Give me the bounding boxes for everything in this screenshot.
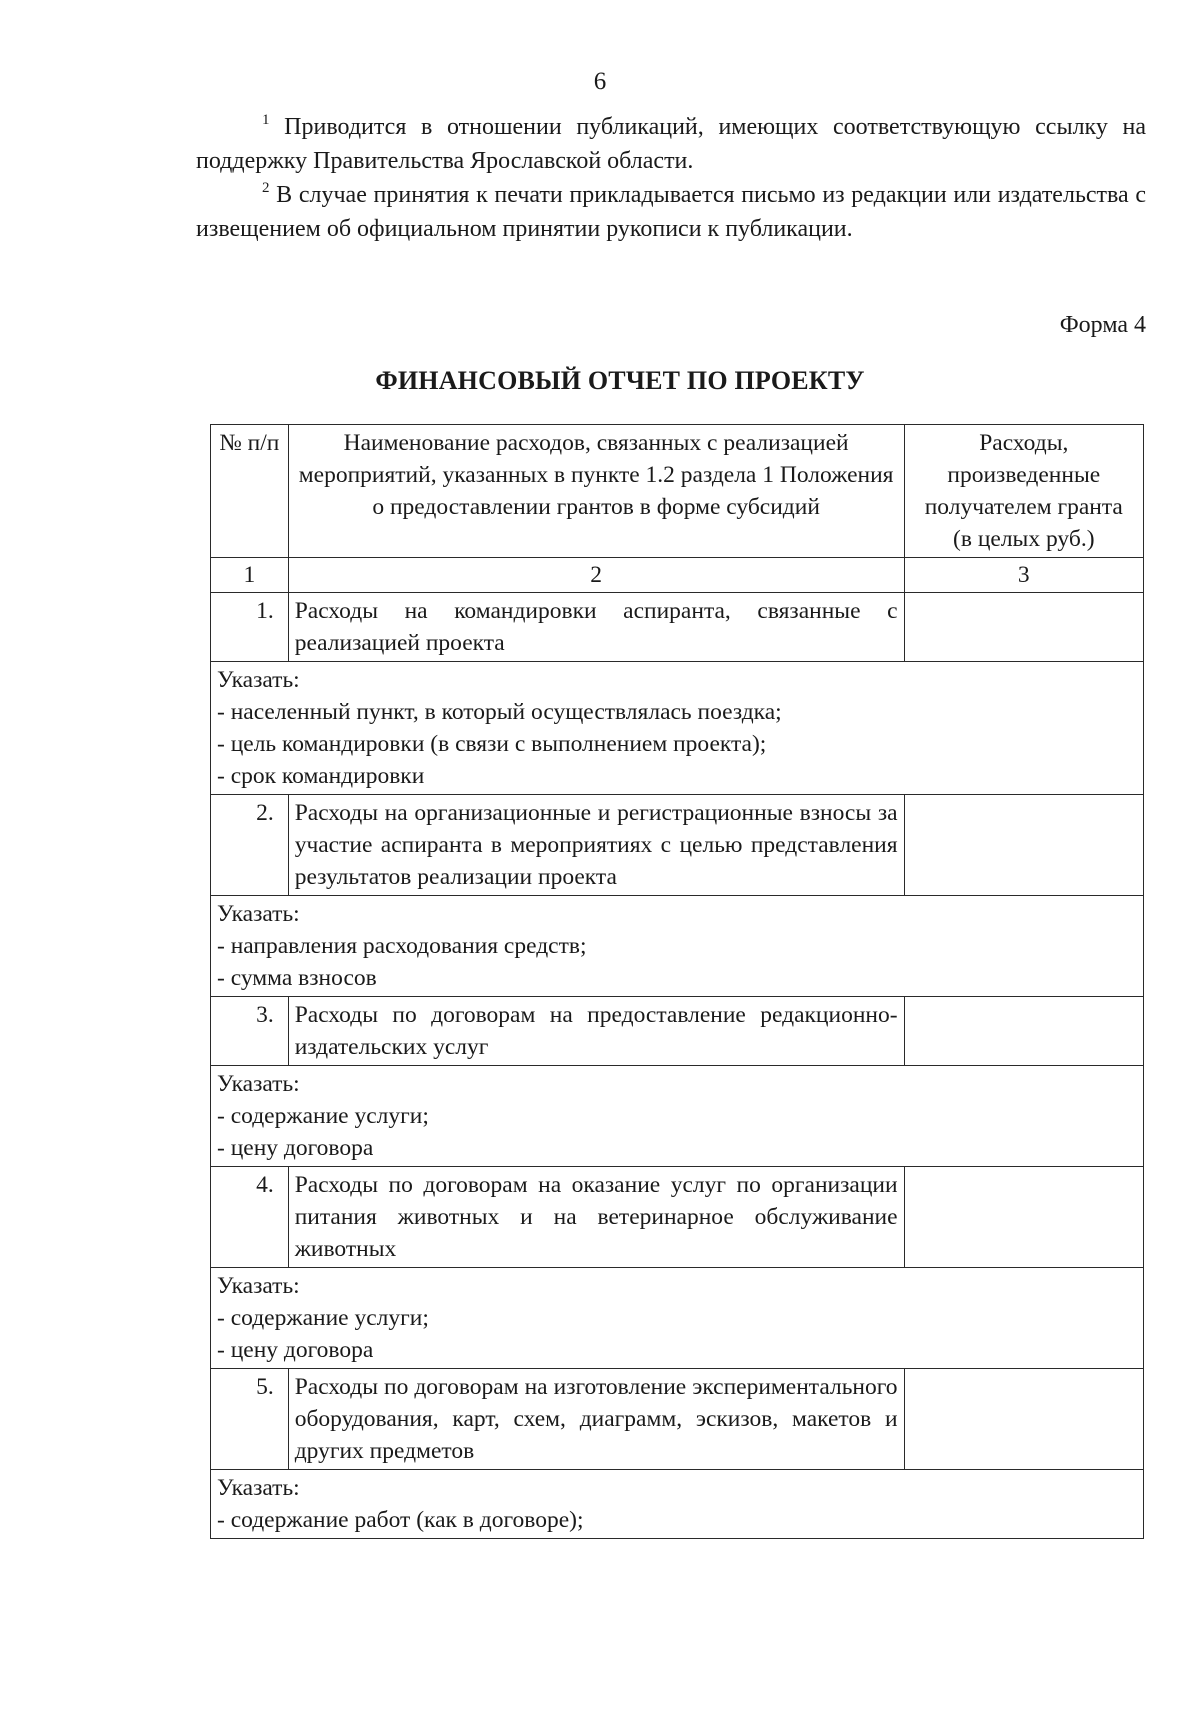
- header-amount-label: Расходы, произведенные получателем гранта: [924, 430, 1123, 520]
- note-cell: [211, 662, 1144, 795]
- note-cell: [211, 1470, 1144, 1539]
- note-line: - цель командировки (в связи с выполнением проекта);: [217, 731, 767, 757]
- expense-name: Расходы по договорам на оказание услуг по организации питания животных и на ветеринарное обслуживание животных: [288, 1167, 904, 1268]
- expense-name: Расходы по договорам на предоставление редакционно-издательских услуг: [288, 997, 904, 1066]
- expense-name: Расходы на организационные и регистрационные взносы за участие аспиранта в мероприятиях с целью представления результатов реализации проекта: [288, 795, 904, 896]
- note-line: - содержание услуги;: [217, 1305, 429, 1331]
- column-number: 3: [904, 558, 1143, 593]
- note-title: Указать:: [217, 667, 300, 693]
- expense-name: Расходы на командировки аспиранта, связанные с реализацией проекта: [288, 593, 904, 662]
- note-line: - цену договора: [217, 1337, 374, 1363]
- note-line: - срок командировки: [217, 763, 425, 789]
- form-label: Форма 4: [1059, 312, 1146, 338]
- row-number: 3.: [211, 997, 289, 1066]
- footnote-text: В случае принятия к печати прикладывается письмо из редакции или издательства с извещением об официальном принятии рукописи к публикации.: [196, 182, 1147, 242]
- expense-name: Расходы по договорам на изготовление экспериментального оборудования, карт, схем, диаграмм, эскизов, макетов и других предметов: [288, 1369, 904, 1470]
- table-row: [211, 593, 1144, 662]
- note-title: Указать:: [217, 1475, 300, 1501]
- note-cell: [211, 896, 1144, 997]
- note-row: [211, 1268, 1144, 1369]
- note-line: - содержание работ (как в договоре);: [217, 1507, 584, 1533]
- note-title: Указать:: [217, 1071, 300, 1097]
- note-title: Указать:: [217, 901, 300, 927]
- note-line: - цену договора: [217, 1135, 374, 1161]
- note-row: [211, 1470, 1144, 1539]
- note-cell: [211, 1268, 1144, 1369]
- expense-amount: [904, 997, 1143, 1066]
- note-title: Указать:: [217, 1273, 300, 1299]
- expense-amount: [904, 1369, 1143, 1470]
- note-line: - направления расходования средств;: [217, 933, 587, 959]
- note-row: [211, 896, 1144, 997]
- footnote-mark: 1: [262, 112, 270, 128]
- table-row: [211, 997, 1144, 1066]
- table-row: [211, 795, 1144, 896]
- table-row: [211, 1167, 1144, 1268]
- page-number: 6: [593, 68, 607, 95]
- footnote-1: [196, 110, 1146, 178]
- footnote-2: [196, 178, 1146, 246]
- note-cell: [211, 1066, 1144, 1167]
- expense-amount: [904, 593, 1143, 662]
- note-line: - сумма взносов: [217, 965, 377, 991]
- expense-amount: [904, 795, 1143, 896]
- header-name: Наименование расходов, связанных с реализацией мероприятий, указанных в пункте 1.2 раздела 1 Положения о предоставлении грантов в форме субсидий: [288, 425, 904, 558]
- row-number: 2.: [211, 795, 289, 896]
- header-amount-unit: (в целых руб.): [953, 526, 1095, 552]
- row-number: 1.: [211, 593, 289, 662]
- expense-amount: [904, 1167, 1143, 1268]
- financial-report-table: [210, 424, 1144, 1539]
- column-number: 2: [288, 558, 904, 593]
- footnote-mark: 2: [262, 180, 270, 196]
- document-title: ФИНАНСОВЫЙ ОТЧЕТ ПО ПРОЕКТУ: [375, 366, 865, 395]
- note-line: - населенный пункт, в который осуществлялась поездка;: [217, 699, 782, 725]
- footnote-text: Приводится в отношении публикаций, имеющих соответствующую ссылку на поддержку Правительства Ярославской области.: [196, 114, 1147, 174]
- row-number: 4.: [211, 1167, 289, 1268]
- column-numbers-row: [211, 558, 1144, 593]
- note-row: [211, 1066, 1144, 1167]
- table-row: [211, 1369, 1144, 1470]
- header-number: № п/п: [211, 425, 289, 558]
- footnotes: [196, 110, 1146, 246]
- row-number: 5.: [211, 1369, 289, 1470]
- note-row: [211, 662, 1144, 795]
- table-header-row: [211, 425, 1144, 558]
- note-line: - содержание услуги;: [217, 1103, 429, 1129]
- header-amount: [904, 425, 1143, 558]
- column-number: 1: [211, 558, 289, 593]
